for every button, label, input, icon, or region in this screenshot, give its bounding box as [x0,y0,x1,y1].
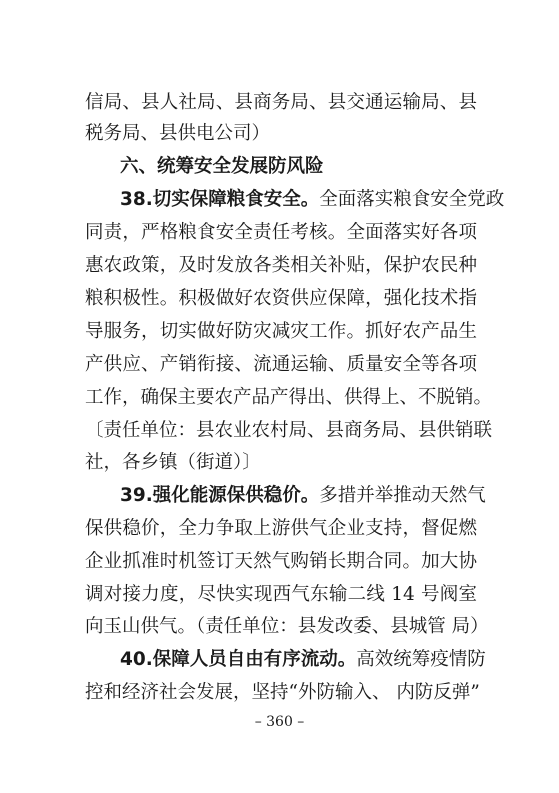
text-span: 全面落实粮食安全党政 [319,189,505,210]
text-line: 社，各乡镇（街道）〕 [85,452,261,473]
paragraph-40-first-line [120,647,486,673]
item-39-title: 39.强化能源保供稳价。 [120,485,320,506]
text-line: 保供稳价，全力争取上游供气企业支持，督促燃 [85,518,477,539]
responsible-units-line: 〔责任单位：县农业农村局、县商务局、县供销联 [85,420,493,441]
text-line: 惠农政策，及时发放各类相关补贴，保护农民种 [85,255,477,276]
text-line: 信局、县人社局、县商务局、县交通运输局、县 [85,92,477,113]
text-line: 税务局、县供电公司） [85,123,271,144]
item-38-title: 38.切实保障粮食安全。 [120,189,320,210]
text-line: 工作，确保主要农产品产得出、供得上、不脱销。 [85,387,493,408]
text-line: 调对接力度，尽快实现西气东输二线 14 号阀室 [85,584,477,605]
text-line: 控和经济社会发展，坚持“外防输入、 内防反弹” [85,682,480,703]
text-line: 企业抓准时机签订天然气购销长期合同。加大协 [85,551,477,572]
text-line: 产供应、产销衔接、流通运输、质量安全等各项 [85,354,477,375]
text-line: 导服务，切实做好防灾减灾工作。抓好农产品生 [85,321,477,342]
text-line: 同责，严格粮食安全责任考核。全面落实好各项 [85,222,477,243]
text-line: 粮积极性。积极做好农资供应保障，强化技术指 [85,288,477,309]
paragraph-39-first-line [120,483,486,509]
item-40-title: 40.保障人员自由有序流动。 [120,649,357,670]
text-span: 高效统筹疫情防 [356,649,486,670]
responsible-units-line: 向玉山供气。（责任单位：县发改委、县城管 局） [85,616,489,637]
section-heading: 六、统筹安全发展防风险 [120,156,324,177]
text-span: 多措并举推动天然气 [319,485,486,506]
paragraph-38-first-line [120,187,505,213]
page-number: – 360 – [254,714,305,730]
